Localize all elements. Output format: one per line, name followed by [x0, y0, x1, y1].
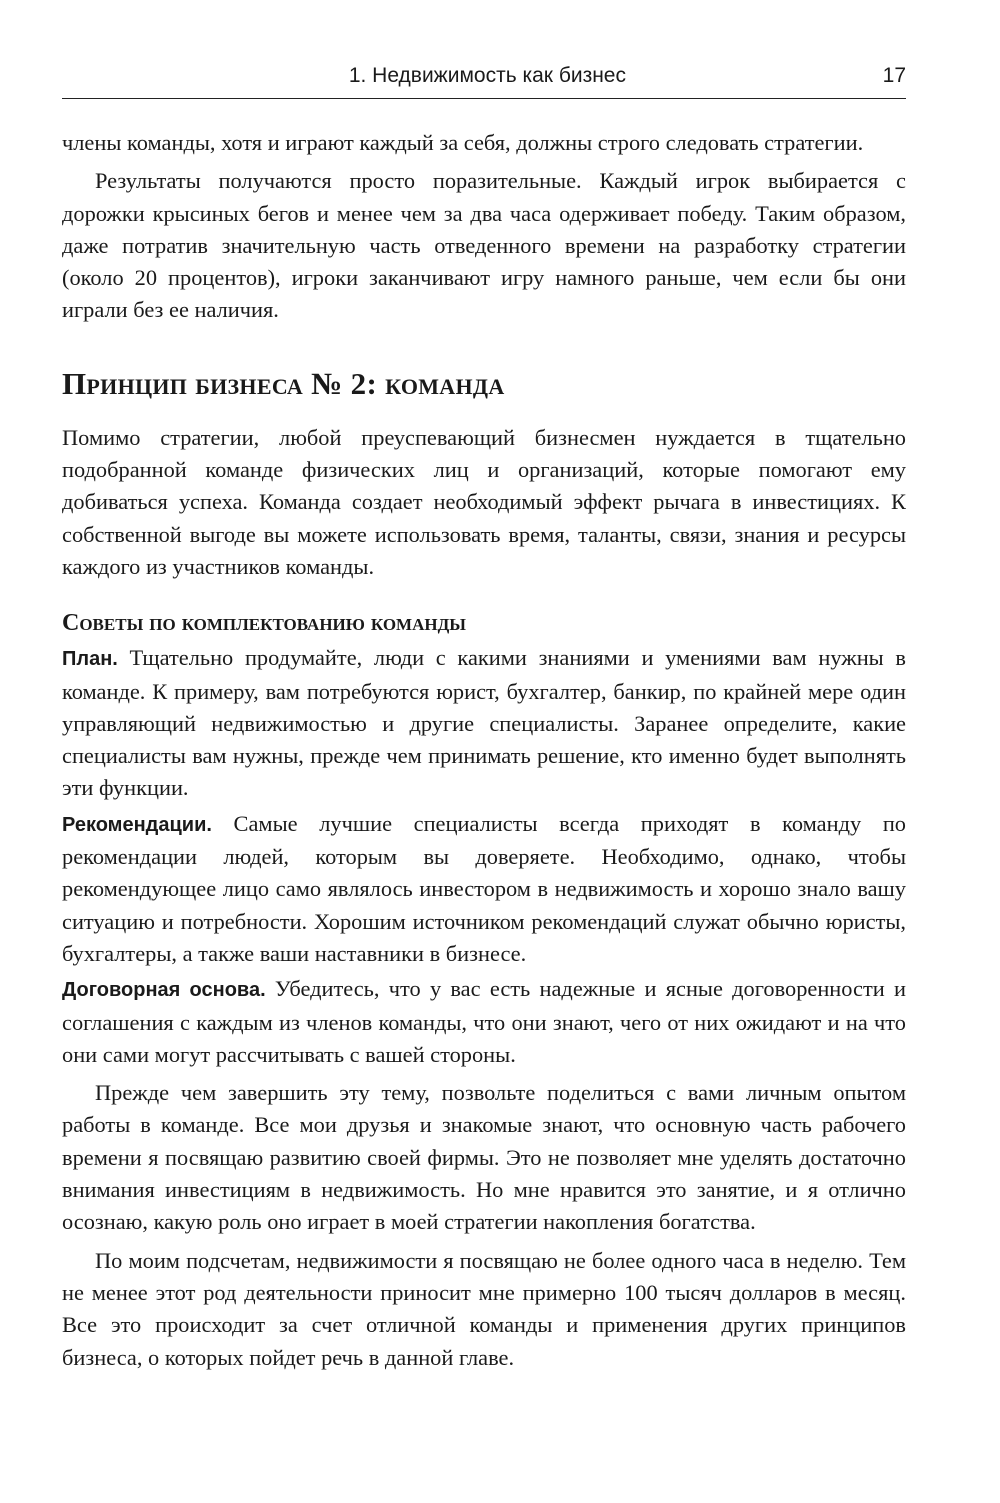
tip-recommendations-text: Самые лучшие специалисты всегда приходят в команду по рекомендации людей, которым вы доверяете. Необходимо, однако, чтобы рекомендующее лицо само являлось инвестором в недвижимость и хорошо знало вашу ситуацию и потребности. Хорошим источником рекомендаций служат обычно юристы, бухгалтеры, а также ваши наставники в бизнесе.: [62, 810, 906, 966]
subsection-heading: Советы по комплектованию команды: [62, 610, 466, 637]
tip-contract-text: Убедитесь, что у вас есть надежные и ясные договоренности и соглашения с каждым из членов команды, что они знают, чего от них ожидают и на что они сами могут рассчитывать с вашей стороны.: [62, 976, 906, 1067]
page-body: [62, 127, 906, 1374]
tip-contract-label: Договорная основа.: [62, 979, 266, 1002]
tip-plan-label: План.: [62, 648, 118, 671]
tip-plan-text: Тщательно продумайте, люди с какими знаниями и умениями вам нужны в команде. К примеру, вам потребуются юрист, бухгалтер, банкир, по крайней мере один управляющий недвижимостью и другие специалисты. Заранее определите, какие специалисты вам нужны, прежде чем принимать решение, кто именно будет выполнять эти функции.: [62, 645, 906, 801]
paragraph-continuation: члены команды, хотя и играют каждый за себя, должны строго следовать стратегии.: [62, 130, 864, 155]
page-number: 17: [882, 64, 906, 87]
paragraph-team-intro: Помимо стратегии, любой преуспевающий бизнесмен нуждается в тщательно подобранной команде физических лиц и организаций, которые помогают ему добиваться успеха. Команда создает необходимый эффект рычага в инвестициях. К собственной выгоде вы можете использовать время, таланты, связи, знания и ресурсы каждого из участников команды.: [62, 424, 906, 579]
book-page: [62, 58, 906, 1374]
tip-recommendations: [62, 808, 906, 970]
section-heading: Принцип бизнеса № 2: команда: [62, 365, 505, 401]
paragraph-results: Результаты получаются просто поразительные. Каждый игрок выбирается с дорожки крысиных бегов и менее чем за два часа одерживает победу. Таким образом, даже потратив значительную часть отведенного времени на разработку стратегии (около 20 процентов), игроки заканчивают игру намного раньше, чем если бы они играли без ее наличия.: [62, 168, 906, 323]
tip-plan: [62, 642, 906, 804]
paragraph-personal-experience: Прежде чем завершить эту тему, позвольте поделиться с вами личным опытом работы в команде. Все мои друзья и знакомые знают, что основную часть рабочего времени я посвящаю развитию своей фирмы. Это не позволяет мне уделять достаточно внимания инвестициям в недвижимость. Но мне нравится это занятие, и я отлично осознаю, какую роль оно играет в моей стратегии накопления богатства.: [62, 1080, 906, 1235]
tip-recommendations-label: Рекомендации.: [62, 813, 212, 836]
paragraph-hour-per-week: По моим подсчетам, недвижимости я посвящаю не более одного часа в неделю. Тем не менее этот род деятельности приносит мне примерно 100 тысяч долларов в месяц. Все это происходит за счет отличной команды и применения других принципов бизнеса, о которых пойдет речь в данной главе.: [62, 1247, 906, 1370]
running-header: [62, 58, 906, 99]
tip-contract: [62, 973, 906, 1071]
chapter-title: 1. Недвижимость как бизнес: [348, 64, 626, 87]
